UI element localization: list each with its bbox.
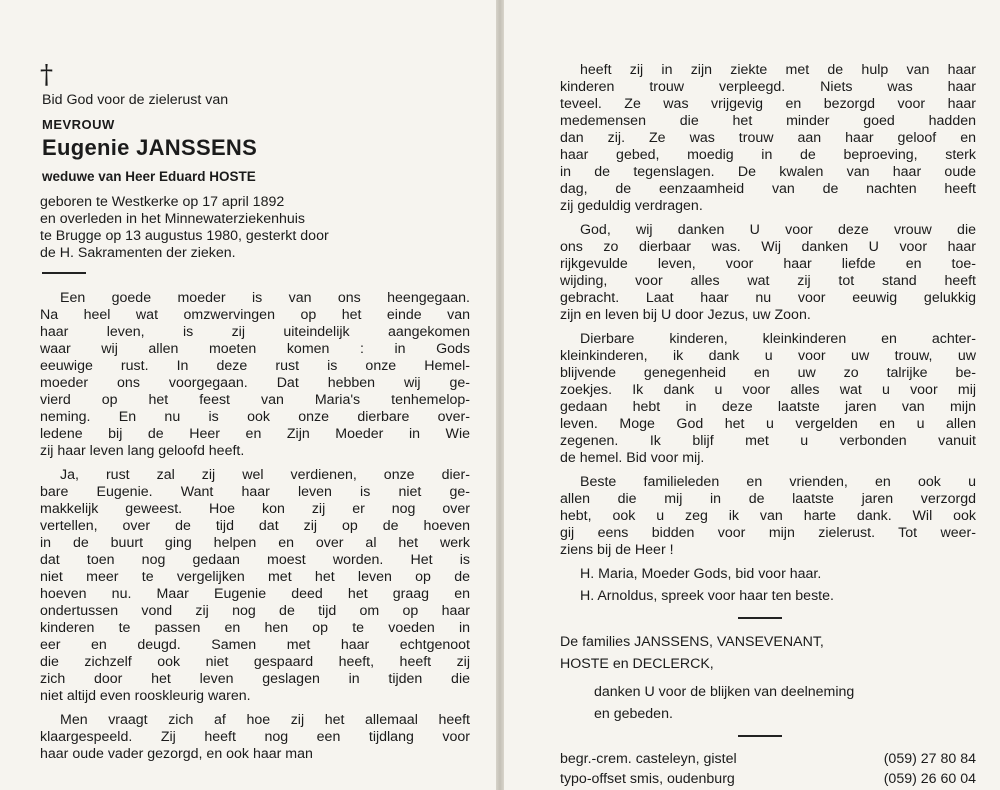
divider [738,617,782,619]
text-line: God, wij danken U voor deze vrouw die [580,222,976,238]
text-line: ons zo dierbaar was. Wij danken U voor haar [560,239,976,255]
text-line: gebracht. Laat haar nu voor eeuwig gelukkig [560,290,976,306]
text-line: Ja, rust zal zij wel verdienen, onze dier- [60,467,470,483]
credit-name: typo-offset smis, oudenburg [560,771,735,787]
credit-row [560,769,976,789]
text-line: kinderen trouw verpleegd. Niets was haar [560,79,976,95]
text-line: Men vraagt zich af hoe zij het allemaal heeft [60,712,470,728]
text-line: haar oude vader gezorgd, en ook haar man [40,746,313,762]
text-line: zoekjes. Ik dank u voor alles wat u voor mij [560,382,976,398]
text-line: ledene bij de Heer en Zijn Moeder in Wie [40,426,470,442]
thanks-line: en gebeden. [594,706,673,722]
cross-icon: † [40,60,53,90]
text-line: zij geduldig verdragen. [560,198,703,214]
text-line: Beste familieleden en vrienden, en ook u [580,474,976,490]
honorific: MEVROUW [42,117,115,132]
text-line: leven. Moge God het u vergelden en u allen [560,416,976,432]
text-line: gij eens bidden voor mijn zielerust. Tot weer- [560,525,976,541]
credit-name: begr.-crem. casteleyn, gistel [560,751,737,767]
text-line: Na heel wat omzwervingen op het einde van [40,307,470,323]
text-line: klaargespeeld. Zij heeft nog een tijdlang voor [40,729,470,745]
text-line: dat toen nog gedaan moest worden. Het is [40,552,470,568]
deceased-name: Eugenie JANSSENS [42,135,258,160]
prayer-line: H. Arnoldus, spreek voor haar ten beste. [580,588,834,604]
text-line: teveel. Ze was vrijgevig en bezorgd voor haar [560,96,976,112]
text-line: medemensen die het minder goed hadden [560,113,976,129]
text-line: ondertussen vond zij nog de tijd om op haar [40,603,470,619]
text-line: zich door het leven geslagen in tijden die [40,671,470,687]
text-line: in de tegenslagen. De kwalen van haar oude [560,164,976,180]
divider [738,735,782,737]
families-line: HOSTE en DECLERCK, [560,656,714,672]
divider [42,272,86,274]
bio-line: de H. Sakramenten der zieken. [40,245,236,261]
text-line: zijn en leven bij U door Jezus, uw Zoon. [560,307,811,323]
left-page [0,0,496,790]
text-line: de hemel. Bid voor mij. [560,450,705,466]
text-line: haar gebed, moedig in de beproeving, sterk [560,147,976,163]
families-line: De families JANSSENS, VANSEVENANT, [560,634,824,650]
text-line: vertellen, over de tijd dat zij op de hoeven [40,518,470,534]
widow-line: weduwe van Heer Eduard HOSTE [42,169,256,184]
card-fold [496,0,504,790]
text-line: hoeven nu. Maar Eugenie deed het graag en [40,586,470,602]
bio-block [40,194,470,262]
text-line: heeft zij in zijn ziekte met de hulp van haar [580,62,976,78]
text-line: niet meer te vergelijken met het leven op de [40,569,470,585]
paragraph [40,290,470,460]
thanks-block [560,681,976,725]
text-line: die zichzelf ook niet gespaard heeft, heeft zij [40,654,470,670]
prayer-line: H. Maria, Moeder Gods, bid voor haar. [580,566,822,582]
text-line: Dierbare kinderen, kleinkinderen en achter- [580,331,976,347]
paragraph [560,62,976,215]
text-line: waar wij allen moeten komen : in Gods [40,341,470,357]
text-line: makkelijk geweest. Hoe kon zij er nog over [40,501,470,517]
paragraph [560,331,976,467]
paragraph [560,474,976,559]
text-line: moeder ons voorgegaan. Dat hebben wij ge- [40,375,470,391]
intro-line: Bid God voor de zielerust van [42,92,229,108]
text-line: dag, de eenzaamheid van de nachten heeft [560,181,976,197]
text-line: niet altijd even rooskleurig waren. [40,688,251,704]
thanks-line: danken U voor de blijken van deelneming [594,684,855,700]
text-line: dan zij. Ze was trouw aan haar geloof en [560,130,976,146]
text-line: wijding, voor alles wat zij tot stand heeft [560,273,976,289]
text-line: bare Eugenie. Want haar leven is niet ge- [40,484,470,500]
bio-line: en overleden in het Minnewaterziekenhuis [40,211,305,227]
paragraph [560,222,976,324]
text-line: kleinkinderen, ik dank u voor uw trouw, uw [560,348,976,364]
text-line: eeuwige rust. In deze rust is onze Hemel- [40,358,470,374]
right-page [504,0,1000,790]
bio-line: geboren te Westkerke op 17 april 1892 [40,194,285,210]
text-line: zij haar leven lang geloofd heeft. [40,443,245,459]
text-line: vierd op het feest van Maria's tenhemelop- [40,392,470,408]
credit-row [560,749,976,769]
text-line: hebt, ook u zeg ik van harte dank. Wil ook [560,508,976,524]
text-line: allen die mij in de laatste jaren verzorgd [560,491,976,507]
text-line: eer en deugd. Samen met haar echtgenoot [40,637,470,653]
families-block [560,631,976,675]
bio-line: te Brugge op 13 augustus 1980, gesterkt door [40,228,329,244]
text-line: ziens bij de Heer ! [560,542,674,558]
text-line: kinderen te passen en hen op te voeden in [40,620,470,636]
right-paragraphs [560,62,976,559]
left-paragraphs [40,290,470,763]
text-line: haar leven, is zij uiteindelijk aangekomen [40,324,470,340]
text-line: blijvende genegenheid en uw zo talrijke be- [560,365,976,381]
text-line: Een goede moeder is van ons heengegaan. [60,290,470,306]
paragraph [40,712,470,763]
text-line: neming. En nu is ook onze dierbare over- [40,409,470,425]
text-line: gedaan hebt in deze laatste jaren van mijn [560,399,976,415]
text-line: rijkgevulde leven, voor haar liefde en toe- [560,256,976,272]
credit-phone: (059) 26 60 04 [883,771,976,787]
paragraph [40,467,470,705]
text-line: in de buurt ging helpen en over al het werk [40,535,470,551]
credit-phone: (059) 27 80 84 [883,751,976,767]
text-line: zegenen. Ik blijf met u verbonden vanuit [560,433,976,449]
